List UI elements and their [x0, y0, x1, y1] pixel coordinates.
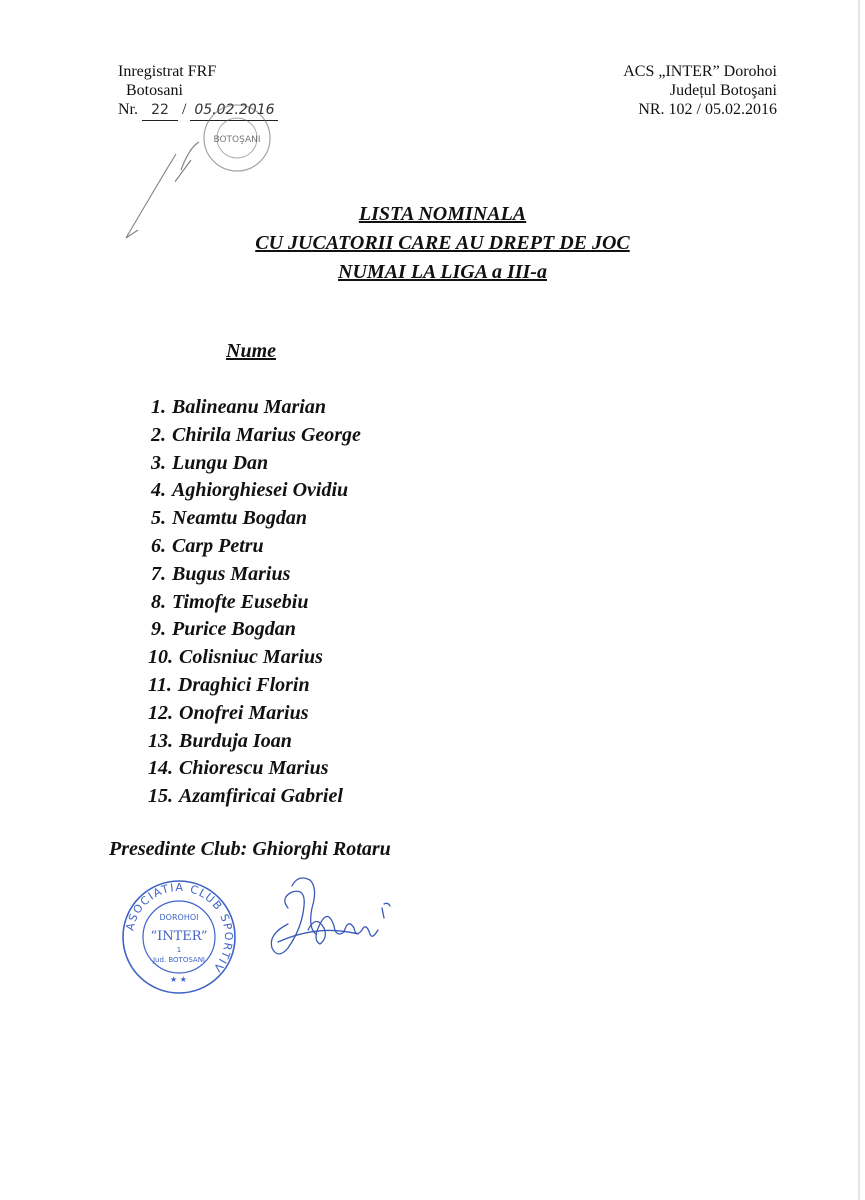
nr-separator: /: [182, 101, 187, 118]
list-item: 10. Colisniuc Marius: [148, 646, 323, 669]
stamp-center: “INTER”: [150, 929, 208, 944]
club-name: ACS „INTER” Dorohoi: [623, 63, 777, 80]
scan-edge: [858, 0, 860, 1200]
list-item: 15. Azamfiricai Gabriel: [148, 785, 343, 808]
president-line: Presedinte Club: Ghiorghi Rotaru: [109, 838, 391, 860]
registration-stamp: [175, 100, 293, 200]
club-stamp: [120, 878, 238, 996]
title-line3: NUMAI LA LIGA a III-a: [338, 261, 547, 283]
nr-date: 05.02.2016: [190, 101, 278, 121]
club-block: [623, 62, 777, 119]
nr-number: 22: [142, 101, 178, 121]
list-item: 8. Timofte Eusebiu: [151, 590, 309, 613]
list-item: 13. Burduja Ioan: [148, 729, 292, 752]
nr-label: Nr.: [118, 101, 138, 118]
svg-text:★ ★: ★ ★: [170, 975, 187, 984]
list-item: 5. Neamtu Bogdan: [151, 507, 308, 530]
list-item: 12. Onofrei Marius: [148, 701, 309, 724]
list-item: 2. Chirila Marius George: [151, 423, 361, 446]
list-item: 14. Chiorescu Marius: [148, 757, 329, 780]
stamp-ring-text: ASOCIATIA CLUB SPORTIV: [123, 880, 236, 976]
document-title: [0, 200, 865, 287]
title-line2: CU JUCATORII CARE AU DREPT DE JOC: [255, 232, 630, 254]
list-item: 3. Lungu Dan: [151, 451, 269, 474]
player-list: [148, 394, 361, 811]
stamp-line-bottom: Jud. BOTOSANI: [152, 956, 206, 964]
list-item: 9. Purice Bogdan: [151, 618, 296, 641]
club-registration-number: NR. 102 / 05.02.2016: [638, 101, 777, 118]
stamp-line-top: DOROHOI: [159, 913, 199, 922]
registration-line2: Botosani: [126, 82, 183, 99]
president-signature: [258, 868, 398, 978]
list-item: 4. Aghiorghiesei Ovidiu: [151, 479, 349, 502]
list-item: 11. Draghici Florin: [148, 673, 310, 696]
list-item: 6. Carp Petru: [151, 534, 264, 557]
list-item: 1. Balineanu Marian: [151, 396, 326, 418]
club-county: Județul Botoşani: [669, 82, 777, 99]
stamp-number: 1: [176, 946, 182, 954]
list-item: 7. Bugus Marius: [151, 562, 291, 585]
registration-line1: Inregistrat FRF: [118, 63, 217, 80]
title-line1: LISTA NOMINALA: [358, 203, 527, 225]
stamp-top-text: BOTOŞANI: [213, 135, 261, 145]
list-heading: Nume: [226, 340, 276, 362]
